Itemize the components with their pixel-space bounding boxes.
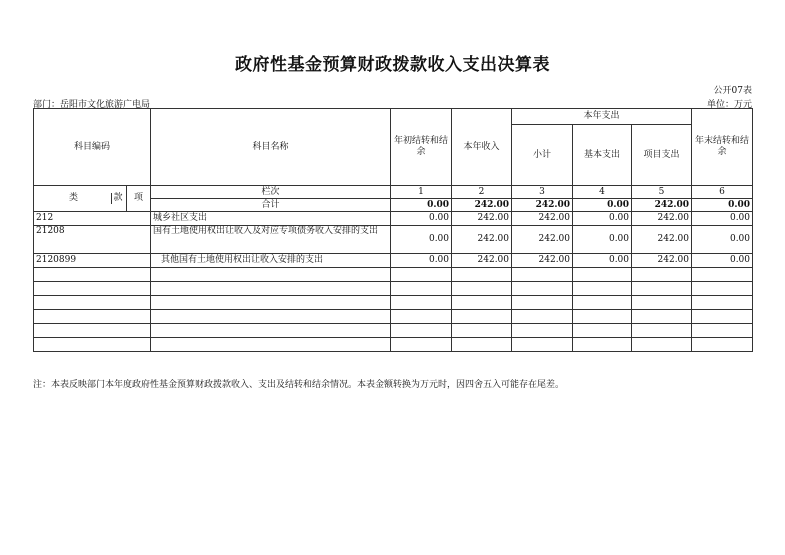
row-code: 21208 [34, 226, 151, 254]
header-category [34, 186, 127, 212]
total-value: 0.00 [692, 199, 753, 212]
row-value: 242.00 [632, 226, 692, 254]
row-value: 0.00 [573, 254, 632, 268]
unit-label: 单位：万元 [706, 100, 752, 110]
table-row [34, 254, 753, 268]
row-value: 242.00 [512, 254, 573, 268]
column-number: 3 [512, 186, 573, 199]
empty-row [34, 324, 753, 338]
row-value: 242.00 [632, 212, 692, 226]
header-income: 本年收入 [452, 109, 512, 186]
row-value: 242.00 [452, 212, 512, 226]
row-value: 0.00 [692, 254, 753, 268]
row-name: 其他国有土地使用权出让收入安排的支出 [151, 254, 391, 268]
total-value: 0.00 [573, 199, 632, 212]
total-value: 0.00 [391, 199, 452, 212]
column-number: 2 [452, 186, 512, 199]
column-number: 4 [573, 186, 632, 199]
row-value: 242.00 [512, 226, 573, 254]
row-value: 242.00 [452, 226, 512, 254]
empty-row [34, 282, 753, 296]
header-opening-balance: 年初结转和结余 [391, 109, 452, 186]
column-number-label: 栏次 [151, 186, 391, 199]
budget-table [33, 108, 753, 352]
empty-row [34, 296, 753, 310]
header-item: 项 [127, 186, 151, 212]
row-value: 0.00 [573, 226, 632, 254]
department-label: 部门：岳阳市文化旅游广电局 [33, 100, 151, 110]
row-value: 242.00 [512, 212, 573, 226]
row-code: 212 [34, 212, 151, 226]
table-row [34, 212, 753, 226]
table-row [34, 226, 753, 254]
empty-row [34, 268, 753, 282]
footnote: 注：本表反映部门本年度政府性基金预算财政拨款收入、支出及结转和结余情况。本表金额转换为万元时，因四舍五入可能存在尾差。 [33, 380, 565, 390]
header-basic: 基本支出 [573, 125, 632, 186]
row-value: 0.00 [692, 212, 753, 226]
header-closing-balance: 年末结转和结余 [692, 109, 753, 186]
row-value: 242.00 [452, 254, 512, 268]
header-category-label: 类 [68, 193, 78, 203]
total-value: 242.00 [452, 199, 512, 212]
header-project: 项目支出 [632, 125, 692, 186]
total-value: 242.00 [512, 199, 573, 212]
column-number: 1 [391, 186, 452, 199]
page-title: 政府性基金预算财政拨款收入支出决算表 [235, 55, 550, 75]
form-number: 公开07表 [713, 86, 752, 96]
row-value: 0.00 [391, 226, 452, 254]
header-subtotal: 小计 [512, 125, 573, 186]
empty-row [34, 338, 753, 352]
row-value: 242.00 [632, 254, 692, 268]
row-value: 0.00 [692, 226, 753, 254]
row-value: 0.00 [391, 254, 452, 268]
total-label: 合计 [151, 199, 391, 212]
header-expenditure-group: 本年支出 [512, 109, 692, 125]
row-name: 国有土地使用权出让收入及对应专项债务收入安排的支出 [151, 226, 391, 254]
row-code: 2120899 [34, 254, 151, 268]
header-subject-name: 科目名称 [151, 109, 391, 186]
column-number: 6 [692, 186, 753, 199]
header-subject-code: 科目编码 [34, 109, 151, 186]
column-number: 5 [632, 186, 692, 199]
row-value: 0.00 [391, 212, 452, 226]
total-value: 242.00 [632, 199, 692, 212]
empty-row [34, 310, 753, 324]
row-value: 0.00 [573, 212, 632, 226]
header-section-label: 款 [111, 193, 124, 204]
row-name: 城乡社区支出 [151, 212, 391, 226]
